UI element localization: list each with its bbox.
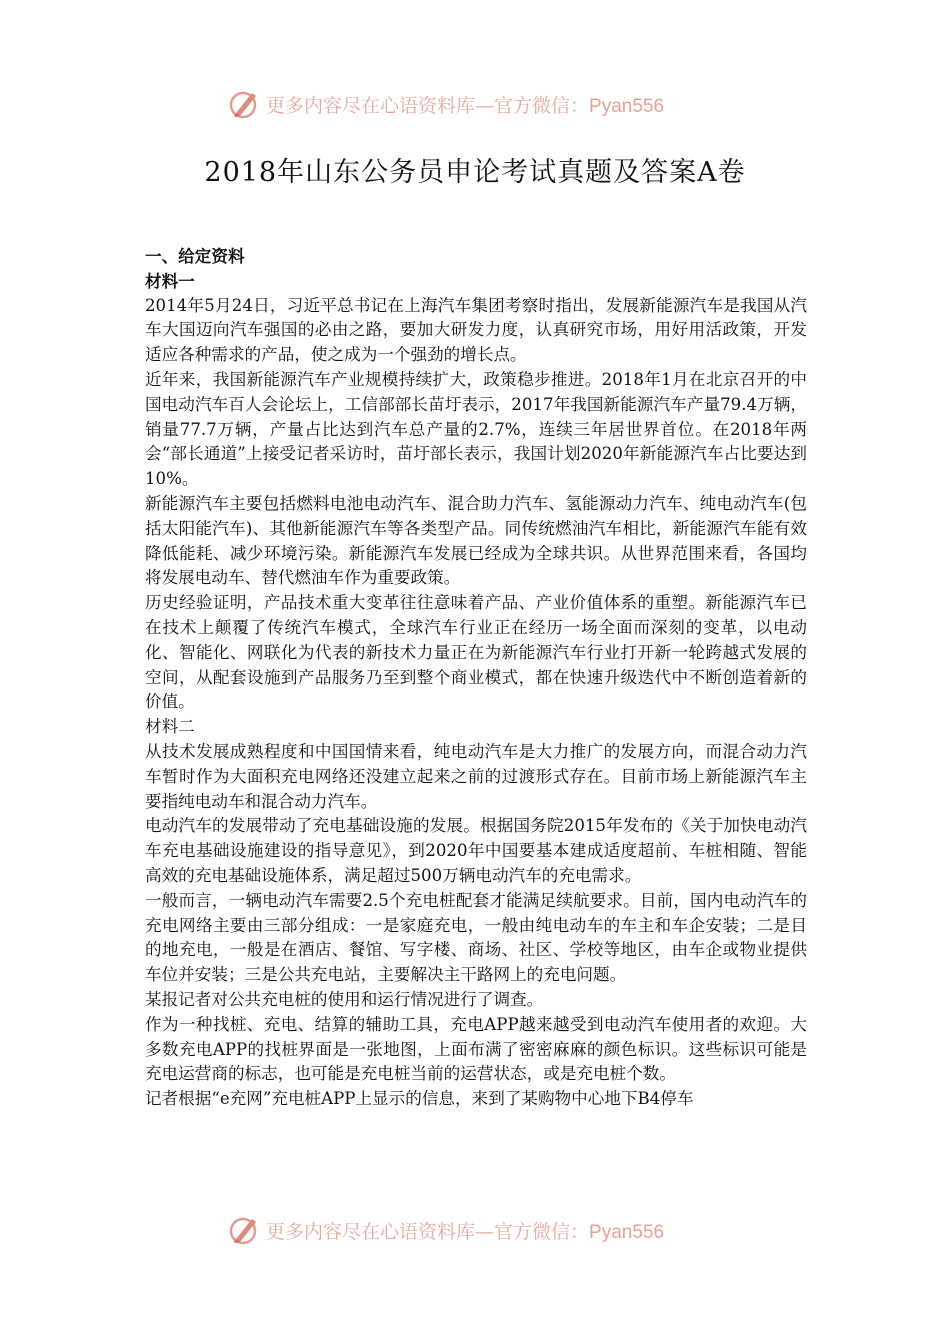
paragraph: 2014年5月24日，习近平总书记在上海汽车集团考察时指出，发展新能源汽车是我国从汽车大国迈向汽车强国的必由之路，要加大研发力度，认真研究市场，用好用活政策，开发适应各种需求的产品，使之成为一个强劲的增长点。 bbox=[145, 295, 807, 365]
document-body bbox=[145, 244, 807, 1112]
watermark-text: 更多内容尽在心语资料库—官方微信：Pyan556 bbox=[266, 1220, 665, 1243]
paragraph: 新能源汽车主要包括燃料电池电动汽车、混合助力汽车、氢能源动力汽车、纯电动汽车(包括太阳能汽车)、其他新能源汽车等各类型产品。同传统燃油汽车相比，新能源汽车能有效降低能耗、减少环境污染。新能源汽车发展已经成为全球共识。从世界范围来看，各国均将发展电动车、替代燃油车作为重要政策。 bbox=[145, 493, 807, 588]
paragraph: 某报记者对公共充电桩的使用和运行情况进行了调查。 bbox=[145, 989, 544, 1009]
paragraph: 从技术发展成熟程度和中国国情来看，纯电动汽车是大力推广的发展方向，而混合动力汽车暂时作为大面积充电网络还没建立起来之前的过渡形式存在。目前市场上新能源汽车主要指纯电动车和混合动力汽车。 bbox=[145, 741, 807, 811]
document-title: 2018年山东公务员申论考试真题及答案A卷 bbox=[204, 157, 746, 188]
watermark-banner-bottom bbox=[228, 1212, 728, 1248]
pen-logo-icon bbox=[228, 87, 262, 121]
paragraph: 电动汽车的发展带动了充电基础设施的发展。根据国务院2015年发布的《关于加快电动汽车充电基础设施建设的指导意见》，到2020年中国要基本建成适度超前、车桩相随、智能高效的充电基础设施体系，满足超过500万辆电动汽车的充电需求。 bbox=[145, 816, 807, 885]
paragraph: 近年来，我国新能源汽车产业规模持续扩大，政策稳步推进。2018年1月在北京召开的中国电动汽车百人会论坛上，工信部部长苗圩表示，2017年我国新能源汽车产量79.4万辆，销量77.7万辆，产量占比达到汽车总产量的2.7%，连续三年居世界首位。在2018年两会“部长通道”上接受记者采访时，苗圩部长表示，我国计划2020年新能源汽车占比要达到10%。 bbox=[145, 369, 807, 489]
material2-heading: 材料二 bbox=[145, 717, 195, 737]
material1-heading: 材料一 bbox=[145, 270, 195, 291]
paragraph: 一般而言，一辆电动汽车需要2.5个充电桩配套才能满足续航要求。目前，国内电动汽车的充电网络主要由三部分组成：一是家庭充电，一般由纯电动车的车主和车企安装；二是目的地充电，一般是在酒店、餐馆、写字楼、商场、社区、学校等地区，由车企或物业提供车位并安装；三是公共充电站，主要解决主干路网上的充电问题。 bbox=[145, 890, 807, 985]
watermark-text: 更多内容尽在心语资料库—官方微信：Pyan556 bbox=[266, 94, 665, 117]
paragraph: 历史经验证明，产品技术重大变革往往意味着产品、产业价值体系的重塑。新能源汽车已在技术上颠覆了传统汽车模式，全球汽车行业正在经历一场全面而深刻的变革，以电动化、智能化、网联化为代表的新技术力量正在为新能源汽车行业打开新一轮跨越式发展的空间，从配套设施到产品服务乃至到整个商业模式，都在快速升级迭代中不断创造着新的价值。 bbox=[145, 593, 807, 712]
paragraph: 记者根据“e充网”充电桩APP上显示的信息，来到了某购物中心地下B4停车 bbox=[145, 1089, 694, 1109]
section-heading: 一、给定资料 bbox=[145, 246, 245, 266]
paragraph: 作为一种找桩、充电、结算的辅助工具，充电APP越来越受到电动汽车使用者的欢迎。大多数充电APP的找桩界面是一张地图，上面布满了密密麻麻的颜色标识。这些标识可能是充电运营商的标志，也可能是充电桩当前的运营状态，或是充电桩个数。 bbox=[145, 1014, 807, 1084]
watermark-banner-top bbox=[228, 86, 728, 122]
pen-logo-icon bbox=[228, 1213, 262, 1247]
